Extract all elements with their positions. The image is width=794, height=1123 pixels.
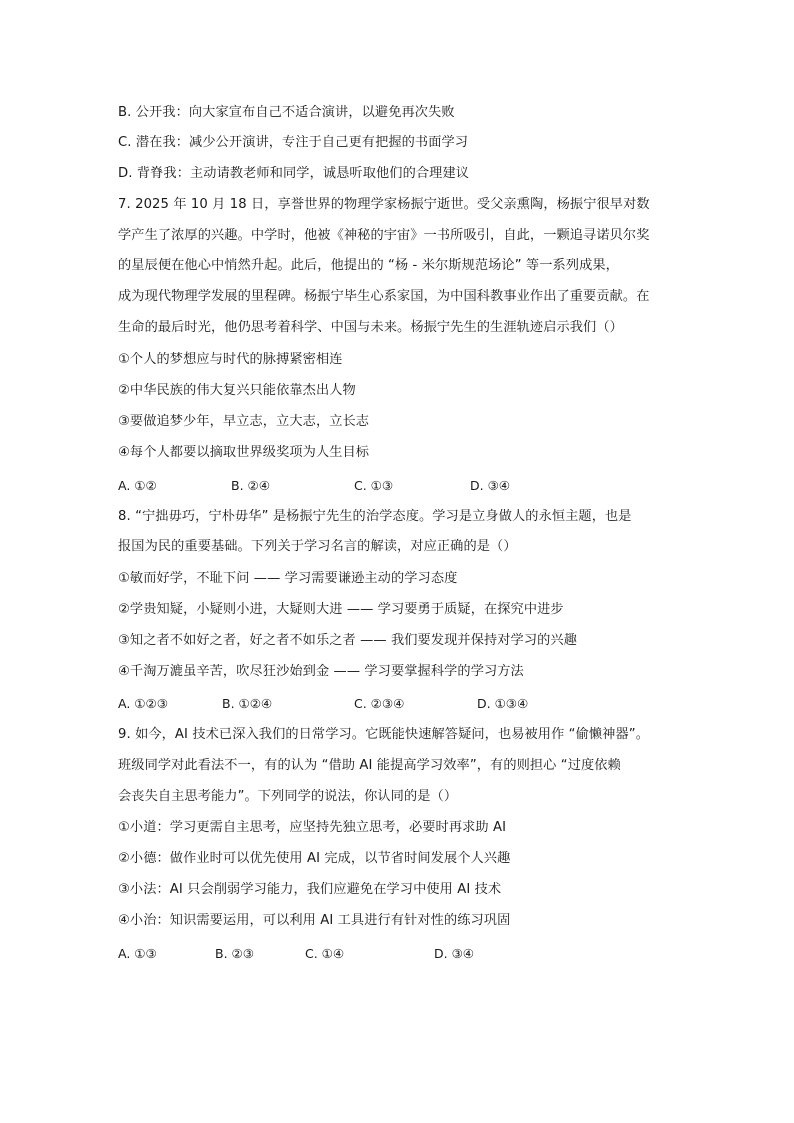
prev-option-d: D. 背脊我：主动请教老师和同学，诚恳听取他们的合理建议 [118,166,470,181]
q7-statement-1: ①个人的梦想应与时代的脉搏紧密相连 [118,352,343,367]
prev-option-c: C. 潜在我：减少公开演讲，专注于自己更有把握的书面学习 [118,135,469,150]
q8-statement-3: ③知之者不如好之者，好之者不如乐之者 —— 我们要发现并保持对学习的兴趣 [118,633,577,648]
q8-choices [0,695,794,713]
q9-stem-line-2: 班级同学对此看法不一，有的认为 “借助 AI 能提高学习效率”，有的则担心 “过度依赖 [118,758,621,773]
q7-stem-line-5: 生命的最后时光，他仍思考着科学、中国与未来。杨振宁先生的生涯轨迹启示我们（） [118,320,623,335]
prev-option-b: B. 公开我：向大家宣布自己不适合演讲，以避免再次失败 [118,105,455,120]
q9-stem-line-1: 9. 如今，AI 技术已深入我们的日常学习。它既能快速解答疑问，也易被用作 “偷懒神器”。 [118,727,649,742]
q7-stem-line-4: 成为现代物理学发展的里程碑。杨振宁毕生心系家国，为中国科教事业作出了重要贡献。在 [118,289,650,304]
q7-statement-4: ④每个人都要以摘取世界级奖项为人生目标 [118,445,370,460]
q9-choice-b[interactable]: B. ②③ [215,946,254,961]
q8-stem-line-1: 8. “宁拙毋巧，宁朴毋华” 是杨振宁先生的治学态度。学习是立身做人的永恒主题，也是 [118,509,632,524]
q7-choice-d[interactable]: D. ③④ [470,478,510,493]
q8-statement-4: ④千淘万漉虽辛苦，吹尽狂沙始到金 —— 学习要掌握科学的学习方法 [118,664,524,679]
q9-choice-d[interactable]: D. ③④ [434,946,474,961]
q7-stem-line-1: 7. 2025 年 10 月 18 日，享誉世界的物理学家杨振宁逝世。受父亲熏陶，杨振宁很早对数 [118,197,650,212]
q8-statement-1: ①敏而好学，不耻下问 —— 学习需要谦逊主动的学习态度 [118,571,458,586]
q8-statement-2: ②学贵知疑，小疑则小进，大疑则大进 —— 学习要勇于质疑，在探究中进步 [118,602,564,617]
q8-choice-b[interactable]: B. ①②④ [222,696,273,711]
q9-statement-3: ③小法：AI 只会削弱学习能力，我们应避免在学习中使用 AI 技术 [118,882,502,897]
q7-choices [0,477,794,495]
q9-statement-1: ①小道：学习更需自主思考，应坚持先独立思考，必要时再求助 AI [118,820,507,835]
q8-choice-c[interactable]: C. ②③④ [354,696,405,711]
q9-statement-4: ④小治：知识需要运用，可以利用 AI 工具进行有针对性的练习巩固 [118,913,511,928]
q9-statement-2: ②小德：做作业时可以优先使用 AI 完成，以节省时间发展个人兴趣 [118,851,511,866]
q7-stem-line-2: 学产生了浓厚的兴趣。中学时，他被《神秘的宇宙》一书所吸引，自此，一颗追寻诺贝尔奖 [118,228,650,243]
q9-choice-a[interactable]: A. ①③ [118,946,157,961]
q7-stem-line-3: 的星辰便在他心中悄然升起。此后，他提出的 “杨 - 米尔斯规范场论” 等一系列成果， [118,258,619,273]
q8-choice-a[interactable]: A. ①②③ [118,696,168,711]
q7-choice-a[interactable]: A. ①② [118,478,157,493]
q7-choice-b[interactable]: B. ②④ [231,478,270,493]
q9-choice-c[interactable]: C. ①④ [305,946,345,961]
q9-stem-line-3: 会丧失自主思考能力”。下列同学的说法，你认同的是（） [118,789,458,804]
q7-statement-2: ②中华民族的伟大复兴只能依靠杰出人物 [118,383,356,398]
q7-choice-c[interactable]: C. ①③ [354,478,394,493]
q9-choices [0,945,794,963]
q8-stem-line-2: 报国为民的重要基础。下列关于学习名言的解读，对应正确的是（） [118,539,517,554]
q7-statement-3: ③要做追梦少年，早立志，立大志，立长志 [118,414,370,429]
q8-choice-d[interactable]: D. ①③④ [477,696,529,711]
